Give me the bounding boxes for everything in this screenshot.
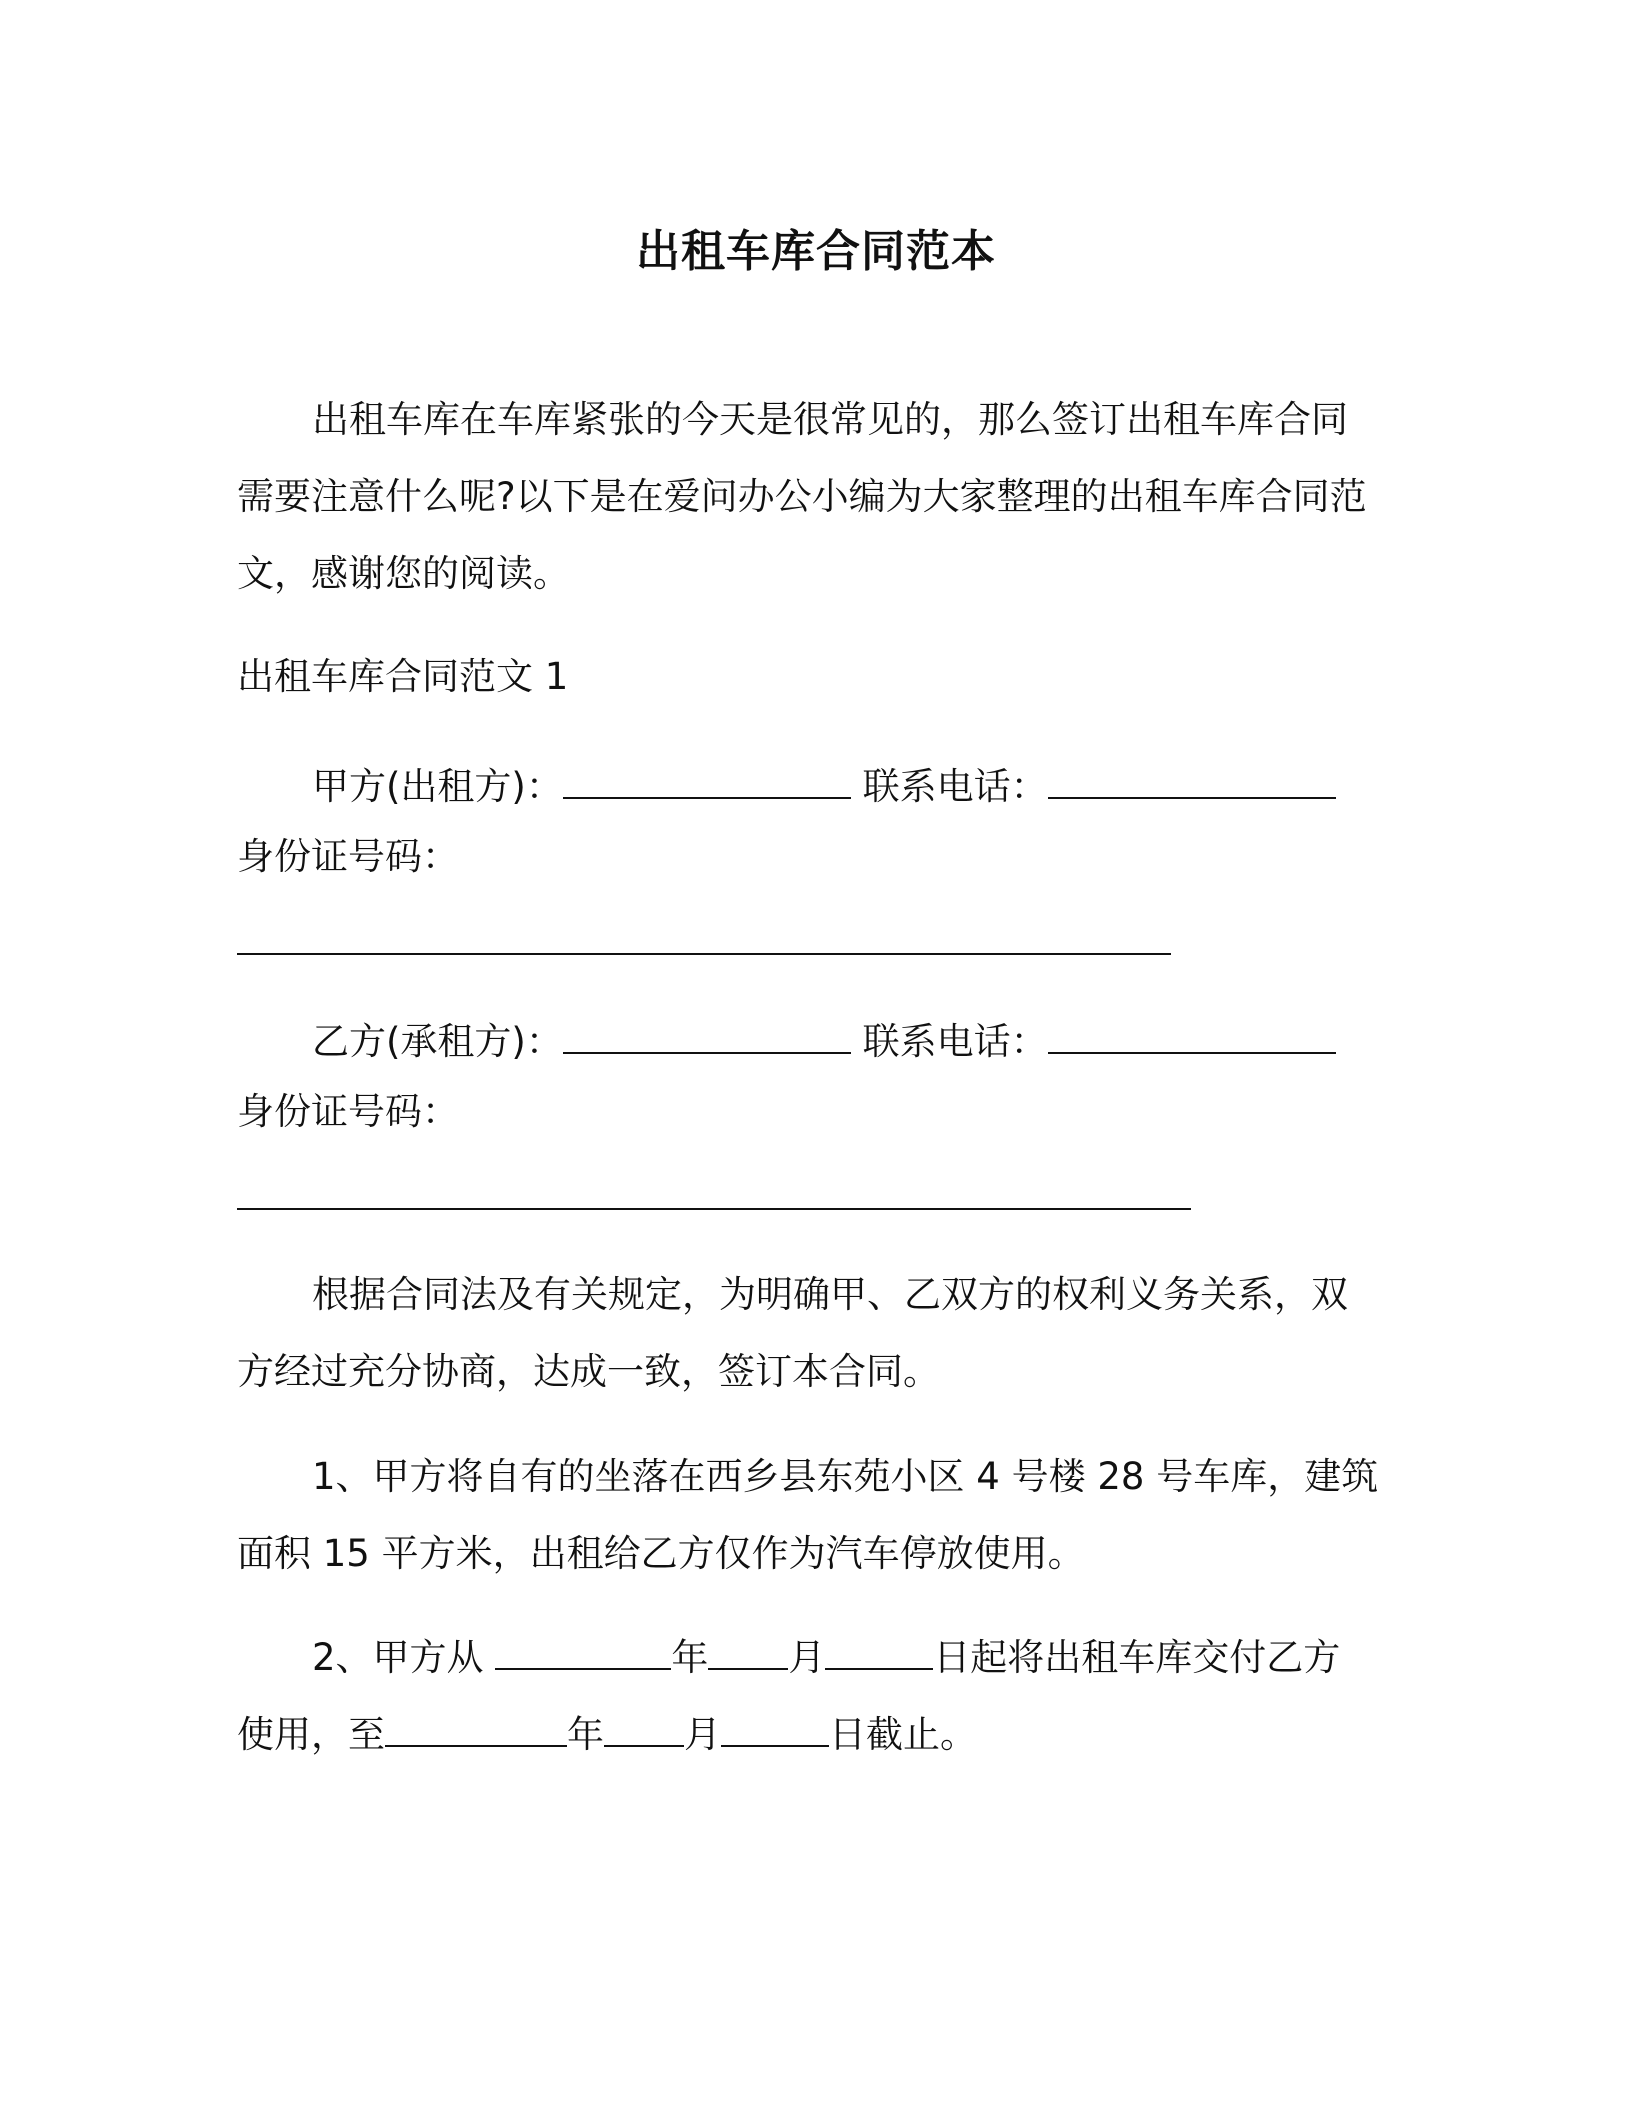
start-day-blank <box>825 1634 933 1670</box>
party-a-phone-label: 联系电话： <box>862 765 1048 808</box>
preamble-line-1: 根据合同法及有关规定，为明确甲、乙双方的权利义务关系，双 <box>312 1273 1348 1316</box>
party-b-phone-blank <box>1048 1018 1336 1054</box>
end-day-label: 日截止。 <box>829 1713 977 1756</box>
intro-line-3: 文，感谢您的阅读。 <box>237 552 570 595</box>
party-a-name-blank <box>563 763 851 799</box>
party-b-id-label: 身份证号码： <box>237 1090 459 1133</box>
party-a-label: 甲方(出租方)： <box>312 765 563 808</box>
party-b-row <box>312 1017 1336 1067</box>
start-year-label: 年 <box>671 1636 709 1679</box>
end-month-label: 月 <box>684 1713 721 1756</box>
party-a-id-blank <box>237 953 1171 955</box>
section-heading: 出租车库合同范文 1 <box>237 655 569 698</box>
clause-2-line-1 <box>312 1633 1340 1683</box>
party-b-phone-label: 联系电话： <box>862 1020 1048 1063</box>
end-day-blank <box>721 1711 829 1747</box>
intro-line-2: 需要注意什么呢?以下是在爱问办公小编为大家整理的出租车库合同范 <box>237 475 1367 518</box>
clause-2-line-2 <box>237 1710 977 1760</box>
start-month-label: 月 <box>788 1636 826 1679</box>
clause-2-line2-prefix: 使用，至 <box>237 1713 385 1756</box>
clause-1-line-2: 面积 15 平方米，出租给乙方仅作为汽车停放使用。 <box>237 1532 1085 1575</box>
start-year-blank <box>495 1634 671 1670</box>
party-b-label: 乙方(承租方)： <box>312 1020 563 1063</box>
end-year-blank <box>385 1711 567 1747</box>
start-month-blank <box>708 1634 788 1670</box>
preamble-line-2: 方经过充分协商，达成一致，签订本合同。 <box>237 1350 940 1393</box>
party-a-row <box>312 762 1336 812</box>
party-b-id-blank <box>237 1208 1191 1210</box>
start-day-suffix: 日起将出租车库交付乙方 <box>933 1636 1341 1679</box>
party-b-name-blank <box>563 1018 851 1054</box>
document-title: 出租车库合同范本 <box>636 226 996 277</box>
clause-2-prefix: 2、甲方从 <box>312 1636 496 1679</box>
party-a-id-label: 身份证号码： <box>237 835 459 878</box>
intro-line-1: 出租车库在车库紧张的今天是很常见的，那么签订出租车库合同 <box>312 398 1348 441</box>
clause-1-line-1: 1、甲方将自有的坐落在西乡县东苑小区 4 号楼 28 号车库，建筑 <box>312 1455 1379 1498</box>
end-year-label: 年 <box>567 1713 604 1756</box>
party-a-phone-blank <box>1048 763 1336 799</box>
end-month-blank <box>604 1711 684 1747</box>
